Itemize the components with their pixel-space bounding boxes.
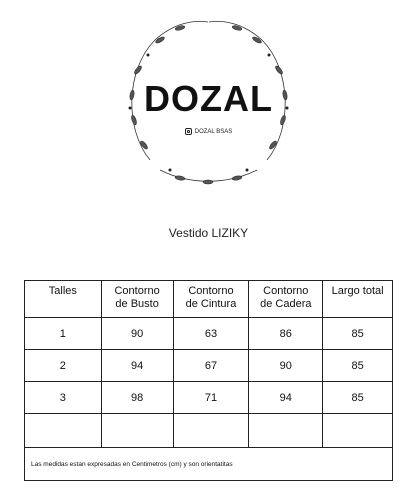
cell-size: 1 (25, 318, 102, 350)
table-row (25, 318, 393, 350)
instagram-icon (185, 128, 192, 135)
cell-largo: 85 (323, 350, 393, 382)
cell-busto: 94 (101, 350, 173, 382)
instagram-handle (120, 128, 297, 135)
table-row (25, 350, 393, 382)
cell-busto: 90 (101, 318, 173, 350)
measurement-note: Las medidas estan expresadas en Centimetros (cm) y son orientatitas (25, 448, 393, 481)
header-cadera: Contorno de Cadera (249, 281, 323, 318)
table-row-empty (25, 414, 393, 448)
cell-largo: 85 (323, 318, 393, 350)
header-talles: Talles (25, 281, 102, 318)
brand-logo (120, 10, 297, 187)
table-header-row (25, 281, 393, 318)
cell-cadera: 94 (249, 382, 323, 414)
table-note-row (25, 448, 393, 481)
cell-largo: 85 (323, 382, 393, 414)
brand-name: DOZAL (144, 78, 273, 119)
cell-cintura: 63 (173, 318, 249, 350)
cell-cadera: 86 (249, 318, 323, 350)
cell-size: 3 (25, 382, 102, 414)
cell-cintura: 67 (173, 350, 249, 382)
instagram-handle-text: DOZAL BSAS (194, 128, 233, 135)
cell-cintura: 71 (173, 382, 249, 414)
cell-busto: 98 (101, 382, 173, 414)
header-largo: Largo total (323, 281, 393, 318)
cell-size: 2 (25, 350, 102, 382)
cell-cadera: 90 (249, 350, 323, 382)
table-row (25, 382, 393, 414)
header-cintura: Contorno de Cintura (173, 281, 249, 318)
product-title: Vestido LIZIKY (168, 226, 249, 240)
header-busto: Contorno de Busto (101, 281, 173, 318)
size-table (24, 280, 393, 481)
